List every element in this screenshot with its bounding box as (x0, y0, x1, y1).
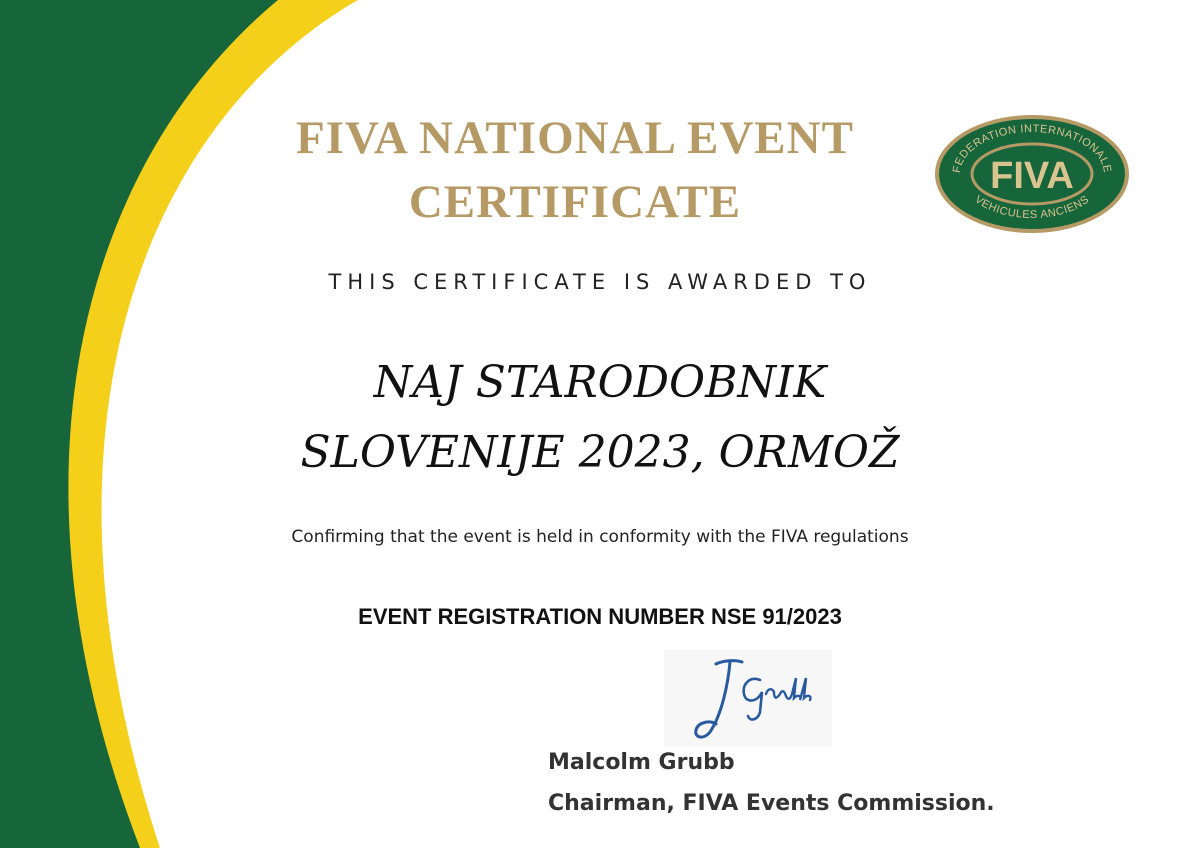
event-name (200, 348, 1000, 488)
title-line-2: CERTIFICATE (408, 176, 742, 228)
certificate-title (210, 106, 940, 234)
logo-center-text: FIVA (990, 155, 1074, 197)
registration-number: EVENT REGISTRATION NUMBER NSE 91/2023 (358, 604, 842, 629)
fiva-logo (932, 112, 1132, 236)
confirmation-text: Confirming that the event is held in conformity with the FIVA regulations (291, 527, 909, 547)
awarded-to-label: THIS CERTIFICATE IS AWARDED TO (328, 270, 872, 294)
event-name-line-1: NAJ STARODOBNIK (373, 357, 827, 408)
logo-top-arc-text: FEDERATION INTERNATIONALE (950, 122, 1114, 174)
signature (664, 650, 832, 746)
title-line-1: FIVA NATIONAL EVENT (296, 112, 854, 164)
signatory-name: Malcolm Grubb (548, 750, 735, 775)
event-name-line-2: SLOVENIJE 2023, ORMOŽ (300, 427, 900, 478)
logo-bottom-arc-text: VEHICULES ANCIENS (972, 193, 1092, 222)
signatory-title: Chairman, FIVA Events Commission. (548, 791, 995, 816)
